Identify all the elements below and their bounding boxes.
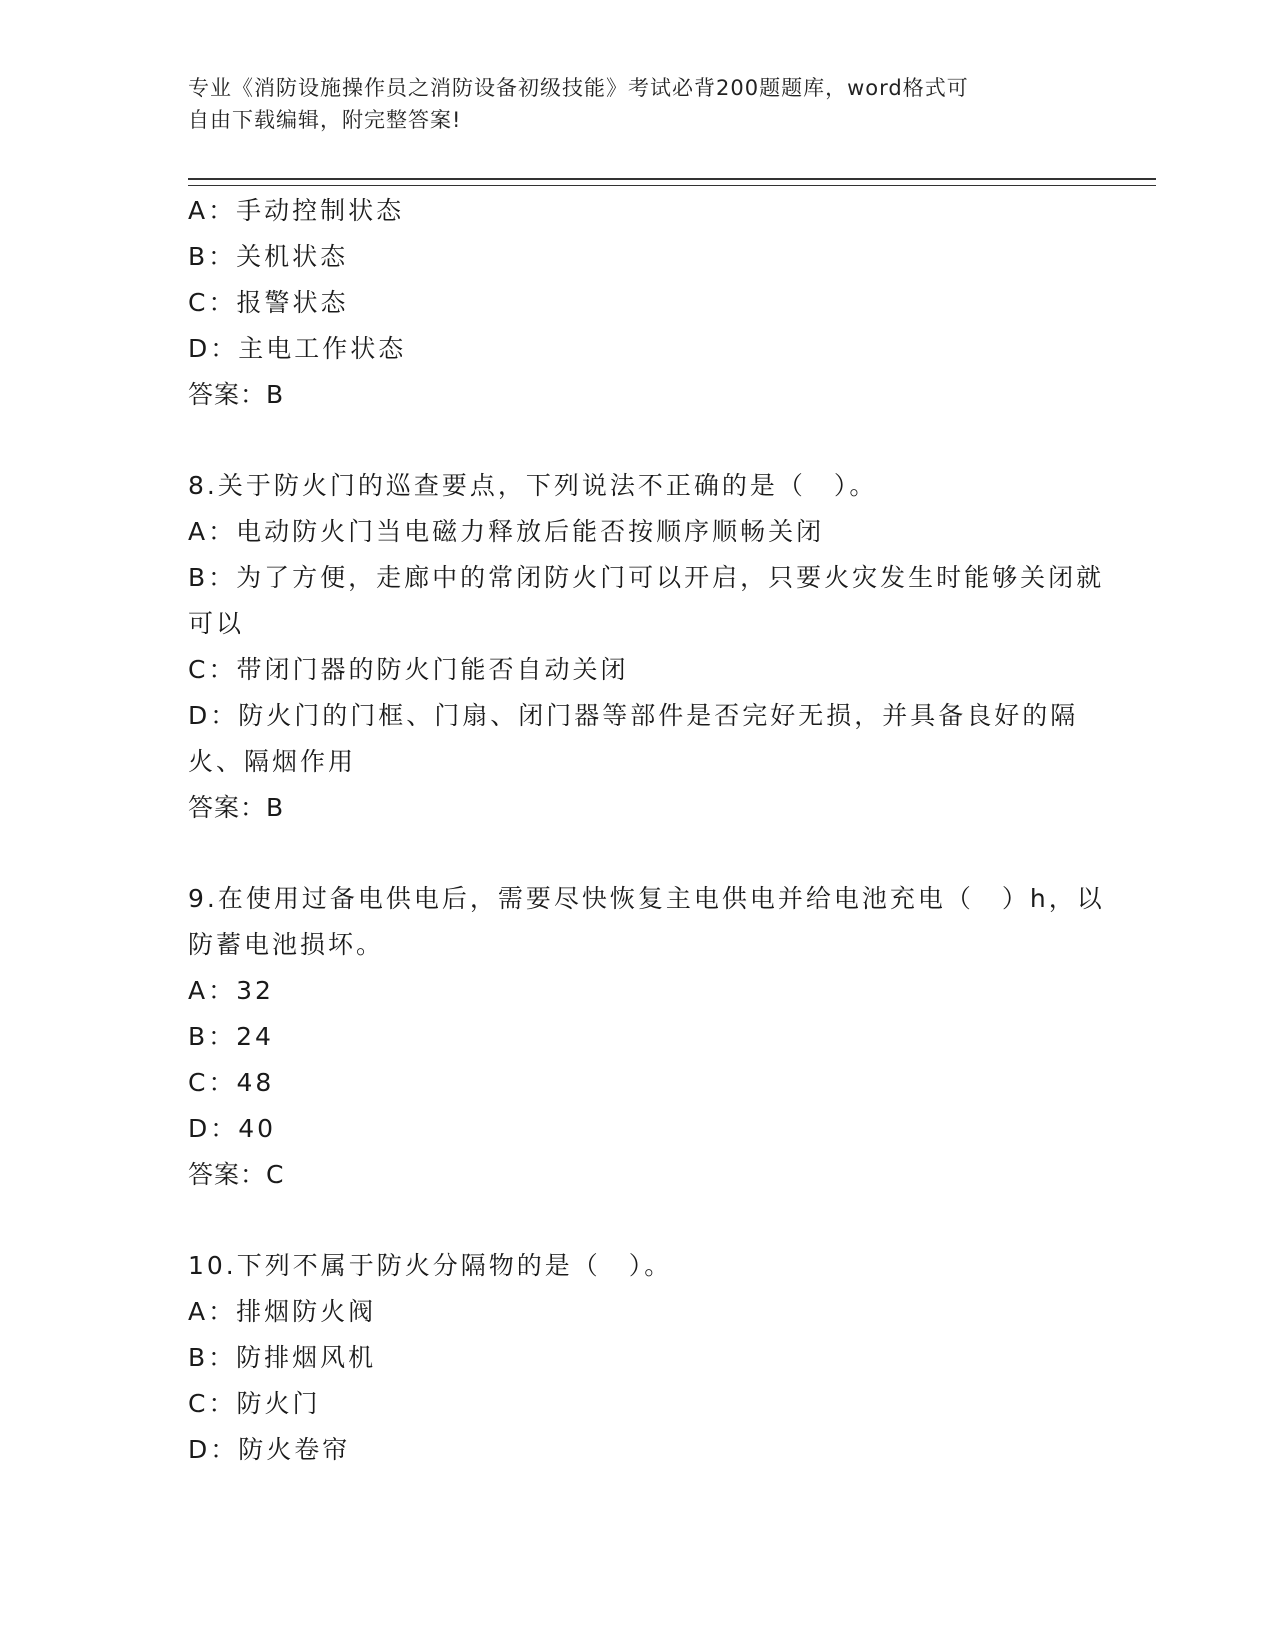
option-a: A：排烟防火阀	[188, 1297, 377, 1326]
answer: 答案：B	[188, 380, 285, 409]
question-8	[188, 463, 1108, 831]
option-d: D：主电工作状态	[188, 334, 407, 363]
option-d: D：防火门的门框、门扇、闭门器等部件是否完好无损，并具备良好的隔火、隔烟作用	[188, 701, 1079, 776]
spacer	[188, 418, 1108, 463]
option-d: D：防火卷帘	[188, 1435, 351, 1464]
option-d: D：40	[188, 1114, 277, 1143]
question-10	[188, 1243, 1108, 1473]
question-text: 10.下列不属于防火分隔物的是（ ）。	[188, 1251, 673, 1280]
option-c: C：防火门	[188, 1389, 321, 1418]
header-line-2: 自由下载编辑，附完整答案!	[188, 108, 462, 132]
question-text: 9.在使用过备电供电后，需要尽快恢复主电供电并给电池充电（ ）h，以防蓄电池损坏。	[188, 884, 1105, 959]
option-c: C：报警状态	[188, 288, 349, 317]
option-b: B：关机状态	[188, 242, 349, 271]
question-9	[188, 876, 1108, 1198]
question-text: 8.关于防火门的巡查要点，下列说法不正确的是（ ）。	[188, 471, 878, 500]
option-b: B：防排烟风机	[188, 1343, 377, 1372]
spacer	[188, 831, 1108, 876]
document-header	[188, 72, 1088, 136]
header-line-1: 专业《消防设施操作员之消防设备初级技能》考试必背200题题库，word格式可	[188, 76, 969, 100]
option-a: A：32	[188, 976, 274, 1005]
answer: 答案：B	[188, 793, 285, 822]
option-a: A：电动防火门当电磁力释放后能否按顺序顺畅关闭	[188, 517, 825, 546]
answer: 答案：C	[188, 1160, 285, 1189]
option-c: C：48	[188, 1068, 275, 1097]
header-divider	[188, 178, 1156, 186]
option-a: A：手动控制状态	[188, 196, 405, 225]
option-b: B：为了方便，走廊中的常闭防火门可以开启，只要火灾发生时能够关闭就可以	[188, 563, 1105, 638]
spacer	[188, 1198, 1108, 1243]
question-7	[188, 188, 1108, 418]
option-c: C：带闭门器的防火门能否自动关闭	[188, 655, 629, 684]
option-b: B：24	[188, 1022, 274, 1051]
question-list	[188, 188, 1108, 1473]
